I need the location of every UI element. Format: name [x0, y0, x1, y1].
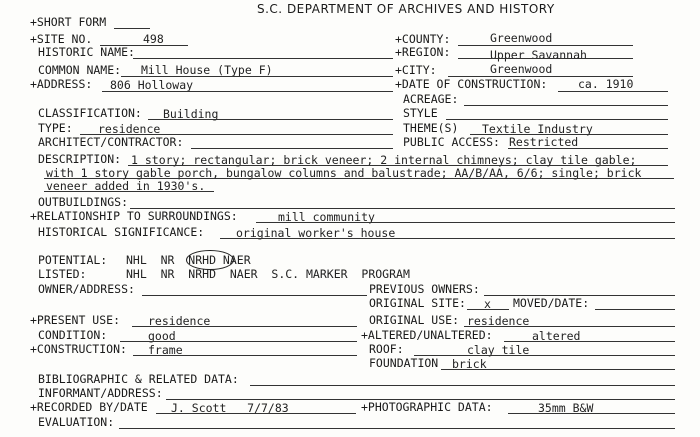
relationship-value: mill community: [278, 210, 375, 224]
original-site-label: ORIGINAL SITE:: [369, 296, 466, 310]
evaluation-line: [119, 428, 675, 429]
original-use-value: residence: [467, 314, 530, 328]
condition-value: good: [148, 329, 176, 343]
site-no-value: 498: [143, 32, 164, 46]
style-label: STYLE: [403, 106, 438, 120]
county-line: [458, 45, 633, 46]
address-line: [102, 91, 393, 92]
theme-value: Textile Industry: [482, 122, 593, 136]
original-site-line: [467, 309, 509, 310]
significance-line: [220, 238, 675, 239]
acreage-label: ACREAGE:: [403, 92, 459, 106]
common-name-label: COMMON NAME:: [38, 63, 122, 77]
photographic-line: [508, 413, 675, 414]
construction-value: frame: [148, 343, 183, 357]
foundation-line: [441, 369, 675, 370]
county-label: +COUNTY:: [395, 32, 451, 46]
classification-value: Building: [163, 107, 219, 121]
bibliographic-label: BIBLIOGRAPHIC & RELATED DATA:: [38, 372, 239, 386]
relationship-line: [256, 222, 675, 223]
theme-label: THEME(S): [403, 121, 459, 135]
region-value: Upper Savannah: [490, 48, 587, 62]
roof-label: ROOF:: [369, 342, 404, 356]
present-use-label: +PRESENT USE:: [30, 313, 121, 327]
public-access-label: PUBLIC ACCESS:: [403, 135, 500, 149]
date-of-construction-line: [558, 91, 668, 92]
architect-label: ARCHITECT/CONTRACTOR:: [38, 135, 184, 149]
classification-label: CLASSIFICATION:: [38, 106, 142, 120]
foundation-value: brick: [452, 357, 487, 371]
condition-line: [120, 341, 357, 342]
region-label: +REGION:: [395, 45, 451, 59]
construction-line: [133, 355, 357, 356]
construction-label: +CONSTRUCTION:: [30, 342, 127, 356]
recorded-line: [156, 413, 356, 414]
original-use-label: ORIGINAL USE:: [369, 313, 460, 327]
date-of-construction-value: ca. 1910: [578, 77, 634, 91]
public-access-line: [508, 148, 668, 149]
description-line-1: 1 story; rectangular; brick veneer; 2 internal chimneys; clay tile gable;: [131, 153, 637, 167]
owner-line: [142, 295, 367, 296]
evaluation-label: EVALUATION:: [38, 415, 115, 429]
address-label: +ADDRESS:: [30, 77, 93, 91]
present-use-value: residence: [148, 314, 211, 328]
description-line-3: veneer added in 1930's.: [46, 179, 206, 193]
significance-label: HISTORICAL SIGNIFICANCE:: [38, 225, 205, 239]
potential-options: NHL NR NRHD NAER: [126, 253, 251, 267]
form-header: S.C. DEPARTMENT OF ARCHIVES AND HISTORY: [257, 2, 555, 16]
recorded-value: J. Scott 7/7/83: [171, 401, 289, 415]
moved-date-label: MOVED/DATE:: [513, 296, 590, 310]
classification-line: [148, 119, 393, 120]
address-value: 806 Holloway: [110, 78, 194, 92]
outbuildings-label: OUTBUILDINGS:: [38, 195, 129, 209]
style-line: [446, 119, 668, 120]
listed-label: LISTED:: [38, 267, 87, 281]
roof-value: clay tile: [467, 343, 530, 357]
owner-label: OWNER/ADDRESS:: [38, 282, 135, 296]
relationship-label: +RELATIONSHIP TO SURROUNDINGS:: [30, 209, 238, 223]
description-label: DESCRIPTION:: [38, 152, 122, 166]
bibliographic-line: [250, 385, 675, 386]
previous-owners-label: PREVIOUS OWNERS:: [369, 282, 480, 296]
altered-value: altered: [532, 329, 581, 343]
site-no-label: +SITE NO.: [30, 32, 93, 46]
listed-options: NHL NR NRHD NAER S.C. MARKER PROGRAM: [126, 267, 410, 281]
condition-label: CONDITION:: [38, 328, 108, 342]
common-name-value: Mill House (Type F): [141, 63, 273, 77]
region-line: [458, 58, 633, 59]
county-value: Greenwood: [490, 31, 553, 45]
acreage-line: [464, 105, 668, 106]
short-form-line: [114, 28, 150, 29]
common-name-line: [121, 76, 393, 77]
type-label: TYPE:: [38, 121, 73, 135]
public-access-value: Restricted: [509, 135, 579, 149]
historic-name-line: [133, 58, 393, 59]
photographic-value: 35mm B&W: [538, 401, 594, 415]
potential-label: POTENTIAL:: [38, 253, 108, 267]
altered-label: +ALTERED/UNALTERED:: [361, 328, 493, 342]
informant-label: INFORMANT/ADDRESS:: [38, 386, 163, 400]
roof-line: [414, 355, 675, 356]
description-rule-3: [44, 191, 214, 192]
architect-line: [191, 148, 393, 149]
moved-date-line: [595, 309, 675, 310]
original-use-line: [464, 326, 675, 327]
description-line-2: with 1 story gable porch, bungalow columns and balustrade; AA/B/AA, 6/6; single; brick: [46, 166, 642, 180]
present-use-line: [132, 326, 357, 327]
significance-value: original worker's house: [236, 226, 396, 240]
altered-line: [504, 341, 675, 342]
original-site-value: x: [484, 297, 491, 311]
city-value: Greenwood: [490, 62, 553, 76]
photographic-label: +PHOTOGRAPHIC DATA:: [361, 400, 493, 414]
historic-name-label: HISTORIC NAME:: [38, 45, 135, 59]
foundation-label: FOUNDATION: [369, 356, 439, 370]
recorded-label: +RECORDED BY/DATE: [30, 400, 148, 414]
short-form-label: +SHORT FORM: [30, 15, 107, 29]
type-value: residence: [98, 122, 161, 136]
date-of-construction-label: +DATE OF CONSTRUCTION:: [395, 77, 548, 91]
city-label: +CITY:: [395, 63, 437, 77]
